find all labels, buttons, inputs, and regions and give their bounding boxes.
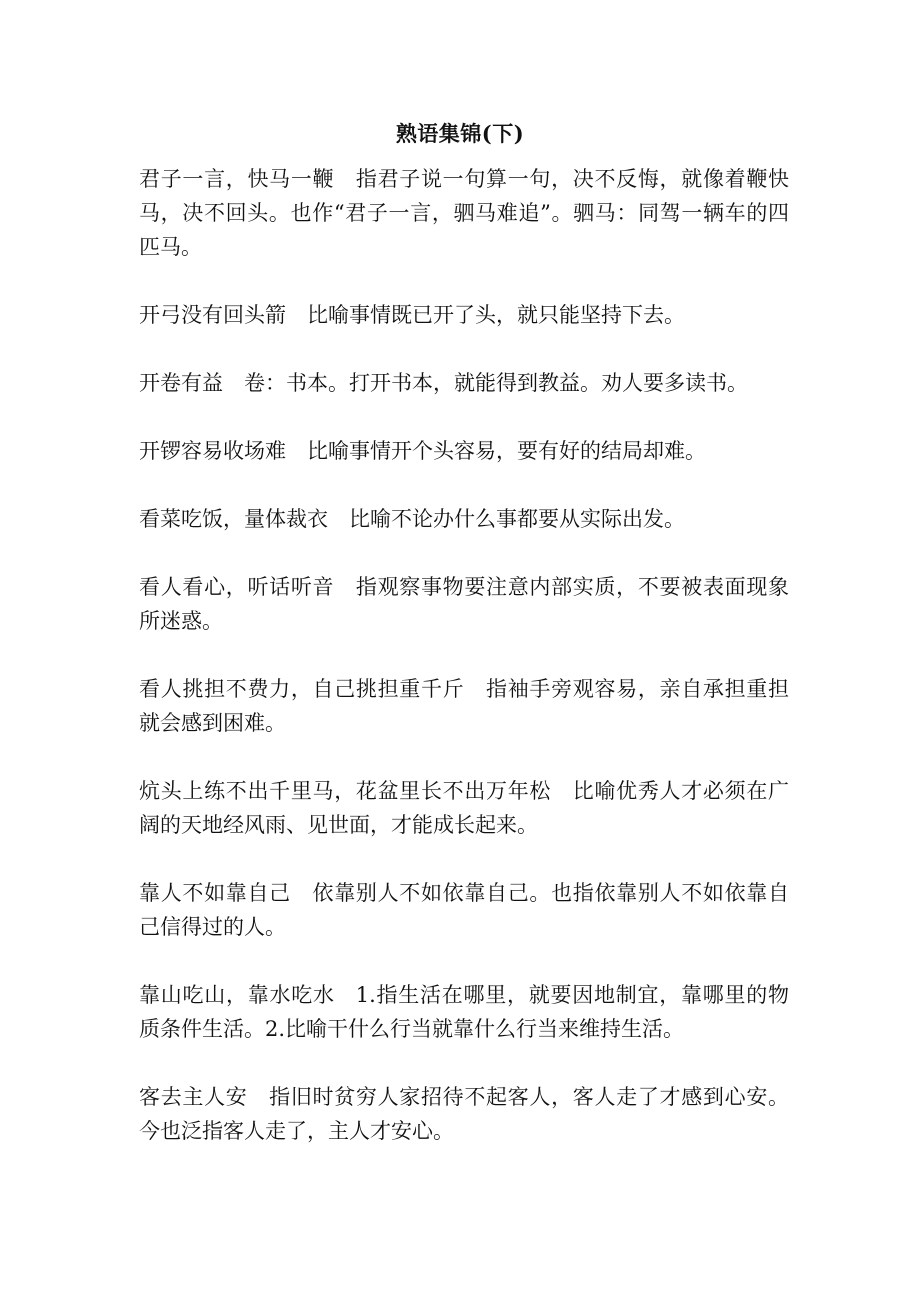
entry-term: 开卷有益 bbox=[139, 371, 223, 395]
page-title: 熟语集锦(下) bbox=[395, 121, 525, 146]
entry-definition: 1.指生活在哪里，就要因地制宜，靠哪里的物质条件生活。2.比喻干什么行当就靠什么行当来维持生活。 bbox=[139, 983, 789, 1041]
entry-kanren-kanxin bbox=[139, 570, 789, 638]
entry-term: 看菜吃饭，量体裁衣 bbox=[139, 507, 328, 531]
entry-kaijuan bbox=[139, 366, 789, 400]
entry-term: 靠山吃山，靠水吃水 bbox=[139, 983, 335, 1007]
entry-kangtou bbox=[139, 774, 789, 842]
entry-term: 客去主人安 bbox=[139, 1085, 248, 1109]
entry-kancai bbox=[139, 502, 789, 536]
entry-definition: 指袖手旁观容易，亲自承担重担就会感到困难。 bbox=[139, 677, 789, 735]
entry-definition: 比喻优秀人才必须在广阔的天地经风雨、见世面，才能成长起来。 bbox=[139, 779, 790, 837]
entry-term: 炕头上练不出千里马，花盆里长不出万年松 bbox=[139, 779, 552, 803]
entry-kequ bbox=[139, 1080, 789, 1148]
entry-kaoren bbox=[139, 876, 789, 944]
entry-term: 开锣容易收场难 bbox=[139, 439, 286, 463]
entry-kaoshan bbox=[139, 978, 789, 1046]
entry-term: 君子一言，快马一鞭 bbox=[139, 167, 335, 191]
entry-junzi-yiyan bbox=[139, 162, 789, 264]
entry-kaigong bbox=[139, 298, 789, 332]
entry-definition: 比喻不论办什么事都要从实际出发。 bbox=[349, 507, 685, 531]
entry-definition: 比喻事情开个头容易，要有好的结局却难。 bbox=[307, 439, 706, 463]
entry-term: 看人挑担不费力，自己挑担重千斤 bbox=[139, 677, 465, 701]
entry-definition: 指君子说一句算一句，决不反悔，就像着鞭快马，决不回头。也作“君子一言，驷马难追”。驷马：同驾一辆车的四匹马。 bbox=[139, 167, 790, 259]
entry-definition: 依靠别人不如依靠自己。也指依靠别人不如依靠自己信得过的人。 bbox=[139, 881, 789, 939]
entry-kailuo bbox=[139, 434, 789, 468]
entry-term: 靠人不如靠自己 bbox=[139, 881, 291, 905]
entry-definition: 比喻事情既已开了头，就只能坚持下去。 bbox=[307, 303, 685, 327]
entry-kanren-tiaodan bbox=[139, 672, 789, 740]
entry-definition: 指旧时贫穷人家招待不起客人，客人走了才感到心安。今也泛指客人走了，主人才安心。 bbox=[139, 1085, 790, 1143]
entry-term: 开弓没有回头箭 bbox=[139, 303, 286, 327]
entry-definition: 卷：书本。打开书本，就能得到教益。劝人要多读书。 bbox=[244, 371, 748, 395]
entry-term: 看人看心，听话听音 bbox=[139, 575, 335, 599]
entry-list bbox=[139, 162, 789, 1182]
entry-definition: 指观察事物要注意内部实质，不要被表面现象所迷惑。 bbox=[139, 575, 790, 633]
